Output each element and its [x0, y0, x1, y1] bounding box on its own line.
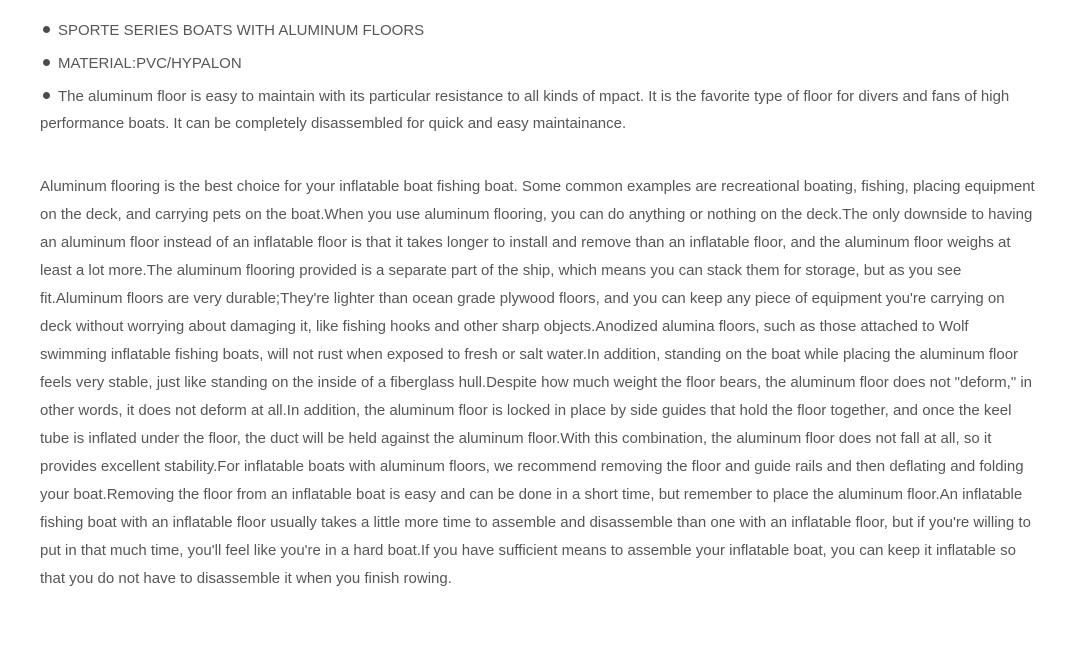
- bullet-item-text: The aluminum floor is easy to maintain with its particular resistance to all kinds of mpact. It is the favorite type of floor for divers and fans of high performance boats. It can be completely disassembled for quick and easy maintainance.: [40, 88, 1010, 132]
- bullet-icon: [43, 92, 50, 99]
- bullet-item-floor-summary: [40, 83, 1037, 137]
- bullet-icon: [43, 26, 50, 33]
- bullet-item-series: [40, 17, 1037, 44]
- bullet-item-text: MATERIAL:PVC/HYPALON: [58, 55, 242, 72]
- description-paragraph: Aluminum flooring is the best choice for your inflatable boat fishing boat. Some common examples are recreational boating, fishing, placing equipment on the deck, and carrying pets on the boat.When you use aluminum flooring, you can do anything or nothing on the deck.The only downside to having an aluminum floor instead of an inflatable floor is that it takes longer to install and remove than an inflatable floor, and the aluminum floor weighs at least a lot more.The aluminum flooring provided is a separate part of the ship, which means you can stack them for storage, but as you see fit.Aluminum floors are very durable;They're lighter than ocean grade plywood floors, and you can keep any piece of equipment you're carrying on deck without worrying about damaging it, like fishing hooks and other sharp objects.Anodized alumina floors, such as those attached to Wolf swimming inflatable fishing boats, will not rust when exposed to fresh or salt water.In addition, standing on the boat while placing the aluminum floor feels very stable, just like standing on the inside of a fiberglass hull.Despite how much weight the floor bears, the aluminum floor does not "deform," in other words, it does not deform at all.In addition, the aluminum floor is locked in place by side guides that hold the floor together, and once the keel tube is inflated under the floor, the duct will be held against the aluminum floor.With this combination, the aluminum floor does not fall at all, so it provides excellent stability.For inflatable boats with aluminum floors, we recommend removing the floor and guide rails and then deflating and folding your boat.Removing the floor from an inflatable boat is easy and can be done in a short time, but remember to place the aluminum floor.An inflatable fishing boat with an inflatable floor usually takes a little more time to assemble and disassemble than one with an inflatable floor, but if you're willing to put in that much time, you'll feel like you're in a hard boat.If you have sufficient means to assemble your inflatable boat, you can keep it inflatable so that you do not have to disassemble it when you finish rowing.: [40, 178, 1035, 587]
- bullet-item-material: [40, 50, 1037, 77]
- feature-bullet-list: [40, 17, 1037, 137]
- bullet-item-text: SPORTE SERIES BOATS WITH ALUMINUM FLOORS: [58, 22, 425, 39]
- bullet-icon: [43, 59, 50, 66]
